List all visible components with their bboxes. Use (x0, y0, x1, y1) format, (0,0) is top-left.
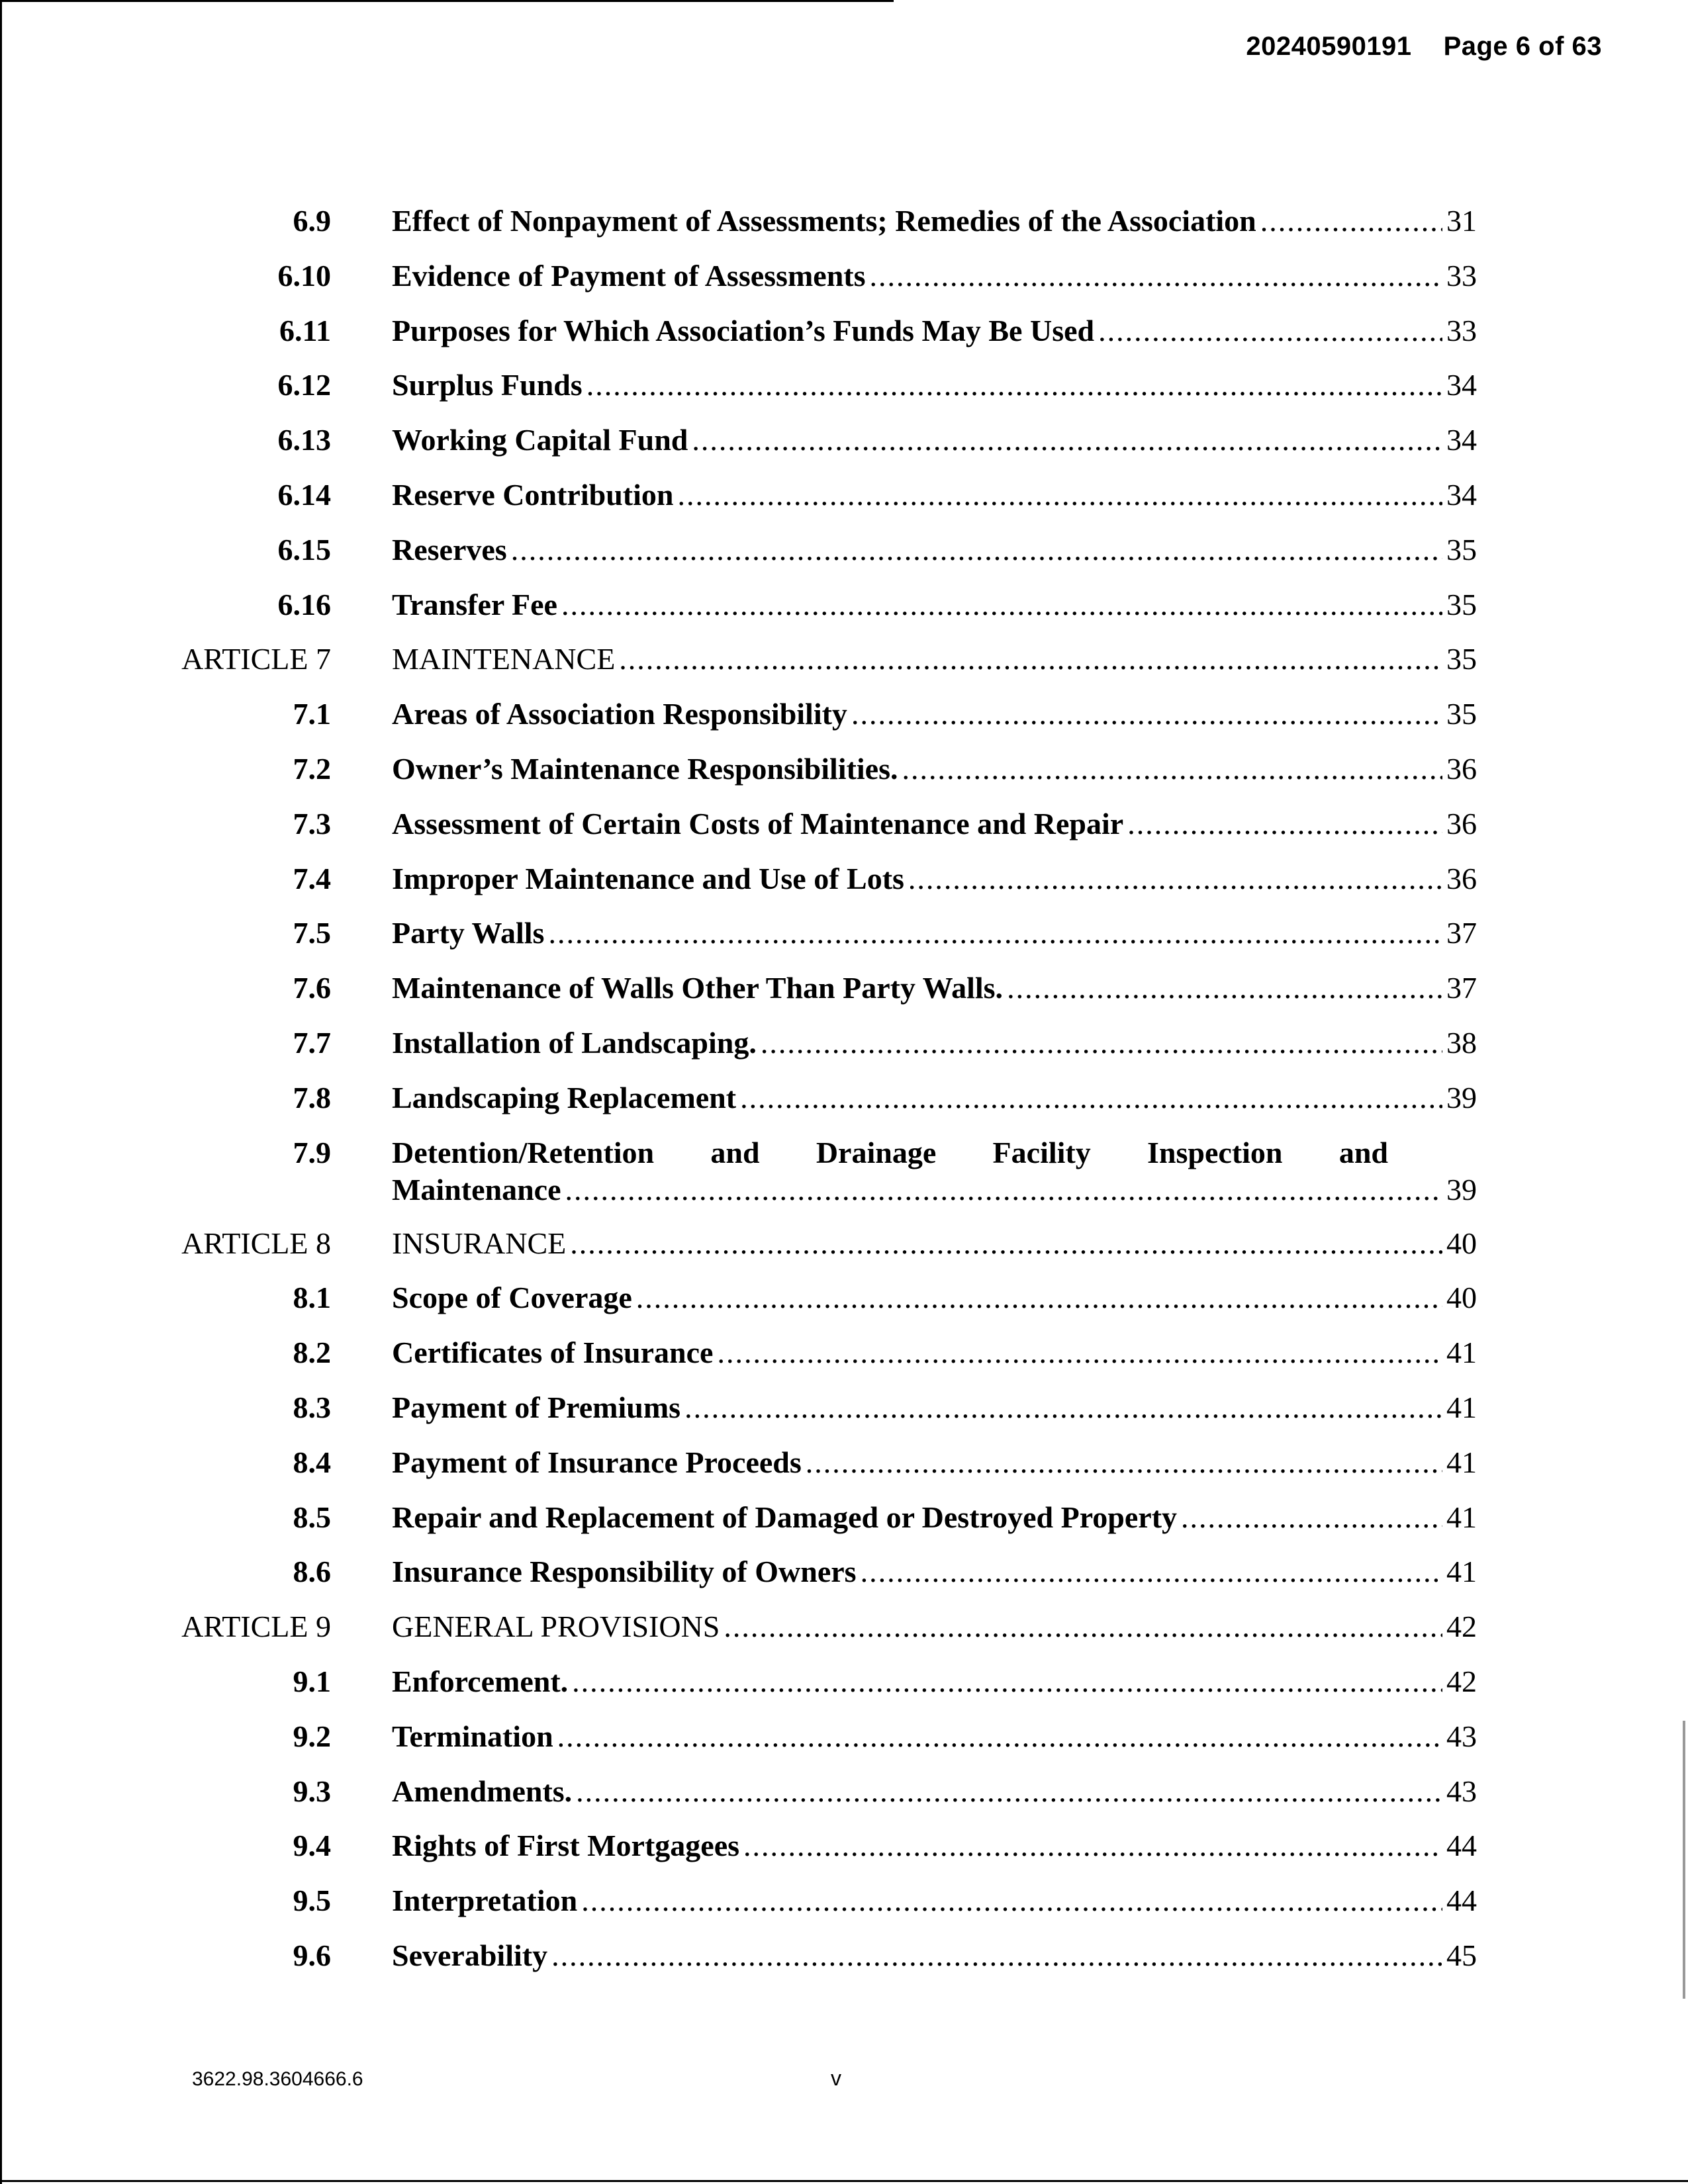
toc-section-number: 7.2 (293, 751, 331, 786)
toc-section-title: Surplus Funds (392, 368, 583, 402)
toc-section-title: Purposes for Which Association’s Funds May Be Used (392, 313, 1095, 347)
toc-page-number: 45 (1446, 1938, 1477, 1972)
toc-section-title: Payment of Premiums (392, 1390, 681, 1424)
toc-section-title: Amendments. (392, 1774, 573, 1808)
toc-row (0, 640, 1688, 695)
dot-leader (565, 1171, 1442, 1209)
toc-page-number: 35 (1446, 532, 1477, 567)
toc-section-title: Effect of Nonpayment of Assessments; Remedies of the Association (392, 204, 1256, 238)
toc-title-line-1 (392, 1134, 1388, 1172)
document-number: 20240590191 (1246, 32, 1412, 61)
toc-row (0, 312, 1688, 367)
toc-page-number: 34 (1446, 477, 1477, 512)
toc-page-number: 35 (1446, 697, 1477, 731)
dot-leader (761, 1024, 1442, 1062)
toc-page-number: 37 (1446, 916, 1477, 950)
dot-leader (581, 1882, 1442, 1920)
toc-row (0, 202, 1688, 257)
toc-page-number: 39 (1446, 1172, 1477, 1206)
toc-article-number: ARTICLE 9 (181, 1610, 331, 1644)
toc-entry[interactable] (392, 805, 1477, 843)
toc-entry[interactable] (392, 1827, 1477, 1865)
toc-page-number: 39 (1446, 1080, 1477, 1115)
toc-page-number: 41 (1446, 1390, 1477, 1424)
toc-section-title: Payment of Insurance Proceeds (392, 1445, 802, 1479)
toc-page-number: 34 (1446, 368, 1477, 402)
toc-section-title: Transfer Fee (392, 587, 557, 621)
toc-section-number: 7.8 (293, 1080, 331, 1115)
toc-row (0, 750, 1688, 805)
toc-page-number: 36 (1446, 861, 1477, 895)
toc-page-number: 37 (1446, 971, 1477, 1005)
toc-section-title: Interpretation (392, 1884, 578, 1918)
toc-entry[interactable] (392, 1334, 1477, 1372)
dot-leader (908, 860, 1442, 898)
dot-leader (861, 1553, 1442, 1591)
dot-leader (1098, 312, 1442, 350)
toc-section-title: Reserves (392, 532, 507, 567)
toc-title-word: Drainage (816, 1135, 937, 1169)
dot-leader (511, 531, 1442, 569)
toc-entry[interactable] (392, 750, 1477, 788)
dot-leader (677, 476, 1442, 514)
dot-leader (576, 1772, 1442, 1811)
toc-row (0, 421, 1688, 476)
toc-section-title: Insurance Responsibility of Owners (392, 1555, 857, 1589)
toc-row (0, 366, 1688, 421)
toc-section-number: 9.1 (293, 1664, 331, 1698)
toc-row (0, 1388, 1688, 1443)
toc-section-title: Installation of Landscaping. (392, 1025, 757, 1060)
toc-section-number: 6.9 (293, 204, 331, 238)
page-header (1246, 32, 1602, 62)
toc-section-title: Working Capital Fund (392, 423, 688, 457)
toc-section-title: Maintenance of Walls Other Than Party Walls. (392, 971, 1004, 1005)
toc-entry[interactable] (392, 1498, 1477, 1537)
dot-leader (1260, 202, 1442, 240)
dot-leader (870, 257, 1443, 295)
toc-page-number: 41 (1446, 1336, 1477, 1370)
toc-section-number: 8.2 (293, 1336, 331, 1370)
toc-row (0, 1279, 1688, 1334)
toc-section-number: 7.1 (293, 697, 331, 731)
toc-section-title: Landscaping Replacement (392, 1080, 737, 1115)
dot-leader (717, 1334, 1442, 1372)
toc-row (0, 914, 1688, 969)
toc-entry[interactable] (392, 1024, 1477, 1062)
toc-section-number: 6.15 (277, 532, 331, 567)
toc-section-title: Reserve Contribution (392, 477, 674, 512)
dot-leader (561, 586, 1442, 624)
toc-section-number: 6.13 (277, 423, 331, 457)
toc-entry[interactable] (392, 914, 1477, 952)
toc-entry[interactable] (392, 1662, 1477, 1701)
toc-section-title: Certificates of Insurance (392, 1336, 714, 1370)
toc-entry[interactable] (392, 1882, 1477, 1920)
dot-leader (619, 640, 1442, 678)
toc-row (0, 1772, 1688, 1827)
dot-leader (1127, 805, 1442, 843)
page-counter: Page 6 of 63 (1443, 32, 1602, 61)
toc-page-number: 40 (1446, 1281, 1477, 1315)
toc-section-title: Repair and Replacement of Damaged or Destroyed Property (392, 1500, 1178, 1534)
toc-section-number: 9.3 (293, 1774, 331, 1808)
toc-row (0, 1936, 1688, 1991)
toc-article-number: ARTICLE 8 (181, 1226, 331, 1260)
toc-article-title: MAINTENANCE (392, 642, 616, 676)
toc-section-number: 9.2 (293, 1719, 331, 1753)
toc-entry[interactable] (392, 1772, 1477, 1811)
toc-entry[interactable] (392, 1279, 1477, 1317)
toc-section-title: Rights of First Mortgagees (392, 1829, 740, 1863)
toc-row (0, 1334, 1688, 1388)
toc-page-number: 41 (1446, 1555, 1477, 1589)
toc-row (0, 1134, 1688, 1224)
toc-page-number: 34 (1446, 423, 1477, 457)
dot-leader (551, 1936, 1442, 1975)
toc-title-word: Inspection (1147, 1135, 1283, 1169)
toc-entry[interactable] (392, 421, 1477, 459)
toc-section-number: 8.4 (293, 1445, 331, 1479)
toc-section-number: 8.5 (293, 1500, 331, 1534)
toc-row (0, 1662, 1688, 1717)
toc-page-number: 31 (1446, 204, 1477, 238)
dot-leader (806, 1443, 1442, 1482)
toc-section-number: 6.16 (277, 587, 331, 621)
table-of-contents (0, 202, 1688, 1991)
toc-page-number: 41 (1446, 1445, 1477, 1479)
toc-row (0, 586, 1688, 641)
toc-entry[interactable] (392, 1224, 1477, 1263)
toc-page-number: 43 (1446, 1774, 1477, 1808)
toc-row (0, 695, 1688, 750)
dot-leader (851, 695, 1442, 733)
dot-leader (586, 366, 1442, 404)
toc-row (0, 969, 1688, 1024)
toc-section-title: Enforcement. (392, 1664, 569, 1698)
toc-row (0, 1717, 1688, 1772)
dot-leader (743, 1827, 1442, 1865)
toc-row (0, 860, 1688, 915)
toc-page-number: 42 (1446, 1610, 1477, 1644)
toc-section-title: Evidence of Payment of Assessments (392, 258, 866, 293)
toc-section-number: 7.3 (293, 806, 331, 841)
toc-page-number: 41 (1446, 1500, 1477, 1534)
toc-row (0, 1553, 1688, 1608)
toc-entry[interactable] (392, 476, 1477, 514)
toc-section-number: 9.5 (293, 1884, 331, 1918)
dot-leader (548, 914, 1442, 952)
toc-page-number: 35 (1446, 587, 1477, 621)
toc-entry[interactable] (392, 1134, 1477, 1209)
page-border-bottom (0, 2180, 1688, 2182)
toc-section-number: 8.3 (293, 1390, 331, 1424)
toc-page-number: 38 (1446, 1025, 1477, 1060)
toc-section-title: Termination (392, 1719, 553, 1753)
toc-row (0, 476, 1688, 531)
toc-section-number: 6.12 (277, 368, 331, 402)
toc-section-number: 6.14 (277, 477, 331, 512)
toc-row (0, 257, 1688, 312)
dot-leader (636, 1279, 1442, 1317)
toc-entry[interactable] (392, 1079, 1477, 1117)
toc-row (0, 805, 1688, 860)
toc-entry[interactable] (392, 531, 1477, 569)
toc-row (0, 1498, 1688, 1553)
toc-title-word: Facility (992, 1135, 1091, 1169)
toc-section-title: Assessment of Certain Costs of Maintenance and Repair (392, 806, 1124, 841)
toc-section-number: 6.10 (277, 258, 331, 293)
toc-row (0, 1443, 1688, 1498)
toc-page-number: 35 (1446, 642, 1477, 676)
toc-entry[interactable] (392, 257, 1477, 295)
toc-title-line-2: Maintenance (392, 1172, 561, 1206)
toc-entry[interactable] (392, 1443, 1477, 1482)
toc-section-number: 7.5 (293, 916, 331, 950)
toc-section-number: 8.1 (293, 1281, 331, 1315)
toc-row (0, 1608, 1688, 1662)
dot-leader (1181, 1498, 1442, 1537)
footer-page-number: v (831, 2066, 841, 2090)
toc-entry[interactable] (392, 1608, 1477, 1646)
toc-section-number: 7.7 (293, 1025, 331, 1060)
toc-section-number: 9.4 (293, 1829, 331, 1863)
toc-page-number: 36 (1446, 806, 1477, 841)
toc-row (0, 1024, 1688, 1079)
toc-entry[interactable] (392, 312, 1477, 350)
toc-section-title: Areas of Association Responsibility (392, 697, 847, 731)
dot-leader (570, 1224, 1442, 1263)
toc-entry[interactable] (392, 640, 1477, 678)
dot-leader (902, 750, 1442, 788)
dot-leader (572, 1662, 1442, 1701)
toc-entry[interactable] (392, 1388, 1477, 1427)
toc-article-title: INSURANCE (392, 1226, 567, 1260)
toc-section-title: Party Walls (392, 916, 545, 950)
dot-leader (692, 421, 1442, 459)
toc-section-number: 6.11 (279, 313, 331, 347)
toc-article-number: ARTICLE 7 (181, 642, 331, 676)
toc-entry[interactable] (392, 202, 1477, 240)
dot-leader (1007, 969, 1442, 1007)
toc-entry[interactable] (392, 586, 1477, 624)
page-border-top (0, 0, 894, 2)
toc-entry[interactable] (392, 969, 1477, 1007)
dot-leader (724, 1608, 1442, 1646)
dot-leader (684, 1388, 1442, 1427)
toc-section-number: 9.6 (293, 1938, 331, 1972)
toc-section-title: Severability (392, 1938, 548, 1972)
toc-section-title: Owner’s Maintenance Responsibilities. (392, 751, 898, 786)
toc-title-word: Detention/Retention (392, 1135, 655, 1169)
toc-page-number: 33 (1446, 313, 1477, 347)
toc-row (0, 1224, 1688, 1279)
toc-section-number: 7.4 (293, 861, 331, 895)
toc-entry[interactable] (392, 860, 1477, 898)
toc-page-number: 33 (1446, 258, 1477, 293)
toc-article-title: GENERAL PROVISIONS (392, 1610, 720, 1644)
toc-page-number: 36 (1446, 751, 1477, 786)
toc-page-number: 44 (1446, 1884, 1477, 1918)
toc-section-number: 7.6 (293, 971, 331, 1005)
toc-entry[interactable] (392, 1717, 1477, 1756)
toc-section-title: Improper Maintenance and Use of Lots (392, 861, 904, 895)
toc-page-number: 40 (1446, 1226, 1477, 1260)
toc-row (0, 1827, 1688, 1882)
toc-page-number: 43 (1446, 1719, 1477, 1753)
toc-page-number: 44 (1446, 1829, 1477, 1863)
toc-title-word: and (710, 1135, 760, 1169)
toc-entry[interactable] (392, 1553, 1477, 1591)
toc-section-number: 8.6 (293, 1555, 331, 1589)
dot-leader (557, 1717, 1442, 1756)
toc-page-number: 42 (1446, 1664, 1477, 1698)
toc-entry[interactable] (392, 695, 1477, 733)
toc-row (0, 1882, 1688, 1936)
toc-section-number: 7.9 (293, 1135, 331, 1169)
toc-title-word: and (1338, 1135, 1388, 1169)
toc-row (0, 1079, 1688, 1134)
dot-leader (740, 1079, 1442, 1117)
toc-entry[interactable] (392, 366, 1477, 404)
footer-document-id: 3622.98.3604666.6 (192, 2068, 363, 2090)
toc-row (0, 531, 1688, 586)
toc-section-title: Scope of Coverage (392, 1281, 632, 1315)
toc-entry[interactable] (392, 1936, 1477, 1975)
